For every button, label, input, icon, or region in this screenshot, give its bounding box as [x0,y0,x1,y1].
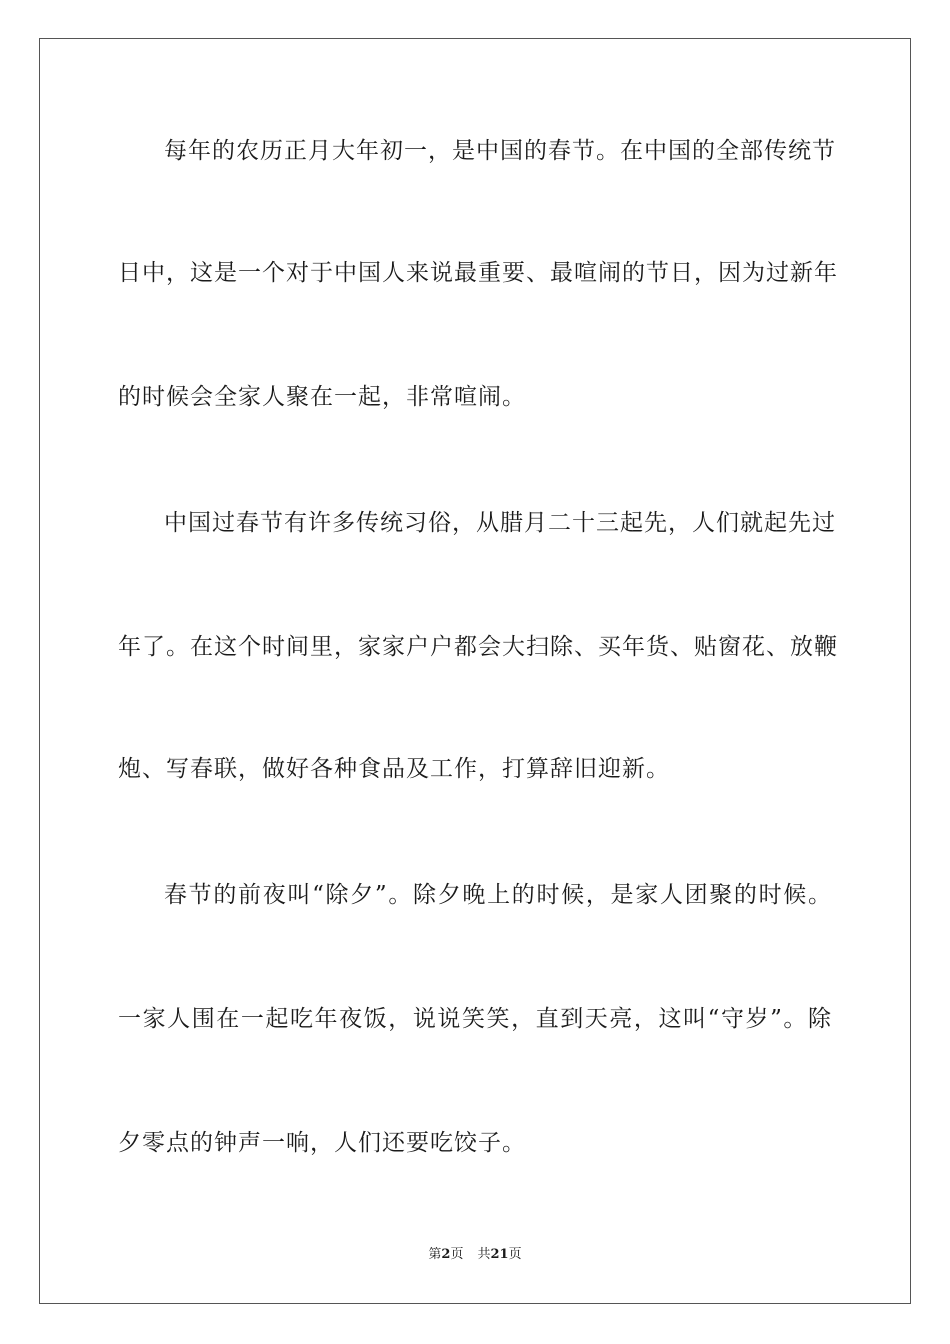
paragraph-1-line-3: 的时候会全家人聚在一起，非常喧闹。 [118,384,526,410]
paragraph-2-line-2: 年了。在这个时间里，家家户户都会大扫除、买年货、贴窗花、放鞭 [118,634,838,660]
paragraph-2-line-1: 中国过春节有许多传统习俗，从腊月二十三起先，人们就起先过 [164,510,836,536]
page-suffix: 页 [450,1247,464,1262]
paragraph-1-line-1: 每年的农历正月大年初一，是中国的春节。在中国的全部传统节 [164,138,836,164]
paragraph-3-line-1: 春节的前夜叫“除夕”。除夕晚上的时候，是家人团聚的时候。 [164,882,832,908]
page-border [39,38,911,1304]
paragraph-2-line-3: 炮、写春联，做好各种食品及工作，打算辞旧迎新。 [118,756,670,782]
total-suffix: 页 [508,1247,522,1262]
current-page-number: 2 [441,1247,451,1262]
total-pages-number: 21 [490,1247,509,1262]
paragraph-3-line-3: 夕零点的钟声一响，人们还要吃饺子。 [118,1130,526,1156]
paragraph-3-line-2: 一家人围在一起吃年夜饭，说说笑笑，直到天亮，这叫“守岁”。除 [118,1006,832,1032]
total-prefix: 共 [477,1247,491,1262]
page-footer [0,1243,950,1262]
page-prefix: 第 [428,1247,442,1262]
paragraph-1-line-2: 日中，这是一个对于中国人来说最重要、最喧闹的节日，因为过新年 [118,260,838,286]
